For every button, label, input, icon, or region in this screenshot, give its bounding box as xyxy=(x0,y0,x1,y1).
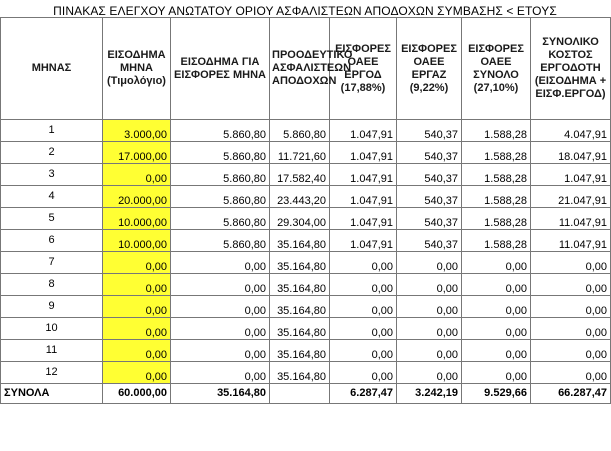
totals-row xyxy=(1,384,611,404)
cell-income-for-contributions: 5.860,80 xyxy=(171,120,270,142)
header-employer-contributions: ΕΙΣΦΟΡΕΣ ΟΑΕΕ ΕΡΓΟΔ (17,88%) xyxy=(330,18,397,120)
cell-total-contributions: 1.588,28 xyxy=(462,186,531,208)
cell-monthly-income[interactable]: 10.000,00 xyxy=(103,208,171,230)
cell-month: 2 xyxy=(1,142,103,164)
cell-total-contributions: 0,00 xyxy=(462,274,531,296)
cell-income-for-contributions: 5.860,80 xyxy=(171,230,270,252)
cell-total-contributions: 1.588,28 xyxy=(462,142,531,164)
cell-employer-contributions: 1.047,91 xyxy=(330,208,397,230)
cell-employer-contributions: 1.047,91 xyxy=(330,164,397,186)
cell-income-for-contributions: 0,00 xyxy=(171,340,270,362)
totals-label: ΣΥΝΟΛΑ xyxy=(1,384,103,404)
cell-cumulative-insured-earnings: 35.164,80 xyxy=(270,274,330,296)
totals-employee-contributions: 3.242,19 xyxy=(397,384,462,404)
totals-cumulative xyxy=(270,384,330,404)
cell-employer-contributions: 0,00 xyxy=(330,318,397,340)
cell-total-contributions: 1.588,28 xyxy=(462,120,531,142)
cell-month: 12 xyxy=(1,362,103,384)
table-row xyxy=(1,186,611,208)
cell-employee-contributions: 540,37 xyxy=(397,230,462,252)
cell-employer-contributions: 1.047,91 xyxy=(330,120,397,142)
cell-month: 6 xyxy=(1,230,103,252)
cell-employer-contributions: 0,00 xyxy=(330,274,397,296)
cell-monthly-income[interactable]: 0,00 xyxy=(103,252,171,274)
cell-income-for-contributions: 0,00 xyxy=(171,296,270,318)
cell-month: 5 xyxy=(1,208,103,230)
cell-monthly-income[interactable]: 10.000,00 xyxy=(103,230,171,252)
cell-employee-contributions: 0,00 xyxy=(397,252,462,274)
cell-monthly-income[interactable]: 0,00 xyxy=(103,164,171,186)
cell-cumulative-insured-earnings: 35.164,80 xyxy=(270,230,330,252)
cell-cumulative-insured-earnings: 35.164,80 xyxy=(270,296,330,318)
cell-employee-contributions: 0,00 xyxy=(397,362,462,384)
cell-month: 8 xyxy=(1,274,103,296)
header-cumulative-insured-earnings: ΠΡΟΟΔΕΥΤΙΚΟ ΑΣΦΑΛΙΣΤΕΩΝ ΑΠΟΔΟΧΩΝ xyxy=(270,18,330,120)
cell-employer-contributions: 0,00 xyxy=(330,252,397,274)
cell-total-contributions: 1.588,28 xyxy=(462,208,531,230)
header-total-employer-cost: ΣΥΝΟΛΙΚΟ ΚΟΣΤΟΣ ΕΡΓΟΔΟΤΗ (ΕΙΣΟΔΗΜΑ + ΕΙΣΦ.ΕΡΓΟΔ) xyxy=(531,18,611,120)
cell-income-for-contributions: 0,00 xyxy=(171,252,270,274)
table-row xyxy=(1,296,611,318)
table-row xyxy=(1,318,611,340)
cell-total-contributions: 1.588,28 xyxy=(462,230,531,252)
cell-monthly-income[interactable]: 17.000,00 xyxy=(103,142,171,164)
cell-total-contributions: 1.588,28 xyxy=(462,164,531,186)
table-row xyxy=(1,164,611,186)
contributions-table xyxy=(0,17,611,404)
cell-cumulative-insured-earnings: 23.443,20 xyxy=(270,186,330,208)
cell-month: 11 xyxy=(1,340,103,362)
cell-employer-contributions: 0,00 xyxy=(330,340,397,362)
cell-employee-contributions: 540,37 xyxy=(397,208,462,230)
cell-total-contributions: 0,00 xyxy=(462,362,531,384)
cell-employee-contributions: 540,37 xyxy=(397,164,462,186)
table-row xyxy=(1,208,611,230)
cell-monthly-income[interactable]: 0,00 xyxy=(103,340,171,362)
cell-cumulative-insured-earnings: 35.164,80 xyxy=(270,362,330,384)
cell-income-for-contributions: 0,00 xyxy=(171,274,270,296)
table-row xyxy=(1,142,611,164)
cell-employer-contributions: 0,00 xyxy=(330,362,397,384)
cell-employee-contributions: 0,00 xyxy=(397,318,462,340)
cell-total-employer-cost: 0,00 xyxy=(531,340,611,362)
cell-cumulative-insured-earnings: 11.721,60 xyxy=(270,142,330,164)
cell-monthly-income[interactable]: 20.000,00 xyxy=(103,186,171,208)
cell-income-for-contributions: 5.860,80 xyxy=(171,142,270,164)
cell-month: 10 xyxy=(1,318,103,340)
header-row xyxy=(1,18,611,120)
cell-cumulative-insured-earnings: 17.582,40 xyxy=(270,164,330,186)
cell-income-for-contributions: 5.860,80 xyxy=(171,208,270,230)
cell-cumulative-insured-earnings: 5.860,80 xyxy=(270,120,330,142)
totals-employer-contributions: 6.287,47 xyxy=(330,384,397,404)
totals-income-for-contributions: 35.164,80 xyxy=(171,384,270,404)
cell-month: 9 xyxy=(1,296,103,318)
cell-total-employer-cost: 0,00 xyxy=(531,362,611,384)
cell-income-for-contributions: 0,00 xyxy=(171,362,270,384)
cell-total-employer-cost: 11.047,91 xyxy=(531,230,611,252)
cell-income-for-contributions: 5.860,80 xyxy=(171,164,270,186)
cell-employee-contributions: 540,37 xyxy=(397,120,462,142)
cell-employee-contributions: 0,00 xyxy=(397,340,462,362)
cell-total-contributions: 0,00 xyxy=(462,340,531,362)
cell-employer-contributions: 1.047,91 xyxy=(330,230,397,252)
cell-total-employer-cost: 0,00 xyxy=(531,274,611,296)
cell-cumulative-insured-earnings: 29.304,00 xyxy=(270,208,330,230)
cell-month: 7 xyxy=(1,252,103,274)
cell-total-employer-cost: 0,00 xyxy=(531,318,611,340)
cell-monthly-income[interactable]: 0,00 xyxy=(103,318,171,340)
header-total-contributions: ΕΙΣΦΟΡΕΣ ΟΑΕΕ ΣΥΝΟΛΟ (27,10%) xyxy=(462,18,531,120)
table-row xyxy=(1,362,611,384)
table-row xyxy=(1,274,611,296)
totals-monthly-income: 60.000,00 xyxy=(103,384,171,404)
cell-monthly-income[interactable]: 3.000,00 xyxy=(103,120,171,142)
cell-cumulative-insured-earnings: 35.164,80 xyxy=(270,340,330,362)
header-month: ΜΗΝΑΣ xyxy=(1,18,103,120)
cell-monthly-income[interactable]: 0,00 xyxy=(103,362,171,384)
page-title: ΠΙΝΑΚΑΣ ΕΛΕΓΧΟΥ ΑΝΩΤΑΤΟΥ ΟΡΙΟΥ ΑΣΦΑΛΙΣΤΕΩΝ ΑΠΟΔΟΧΩΝ ΣΥΜΒΑΣΗΣ < ΕΤΟΥΣ xyxy=(53,4,557,18)
cell-total-employer-cost: 4.047,91 xyxy=(531,120,611,142)
cell-total-employer-cost: 0,00 xyxy=(531,296,611,318)
table-row xyxy=(1,340,611,362)
table-row xyxy=(1,252,611,274)
table-row xyxy=(1,230,611,252)
cell-employer-contributions: 1.047,91 xyxy=(330,186,397,208)
cell-income-for-contributions: 0,00 xyxy=(171,318,270,340)
cell-total-employer-cost: 1.047,91 xyxy=(531,164,611,186)
table-row xyxy=(1,120,611,142)
totals-total-contributions: 9.529,66 xyxy=(462,384,531,404)
cell-employee-contributions: 0,00 xyxy=(397,274,462,296)
cell-total-employer-cost: 11.047,91 xyxy=(531,208,611,230)
cell-month: 3 xyxy=(1,164,103,186)
cell-total-contributions: 0,00 xyxy=(462,296,531,318)
cell-employer-contributions: 0,00 xyxy=(330,296,397,318)
cell-employee-contributions: 540,37 xyxy=(397,186,462,208)
cell-total-employer-cost: 0,00 xyxy=(531,252,611,274)
header-employee-contributions: ΕΙΣΦΟΡΕΣ ΟΑΕΕ ΕΡΓΑΖ (9,22%) xyxy=(397,18,462,120)
cell-cumulative-insured-earnings: 35.164,80 xyxy=(270,318,330,340)
cell-total-employer-cost: 18.047,91 xyxy=(531,142,611,164)
header-monthly-income: ΕΙΣΟΔΗΜΑ ΜΗΝΑ (Τιμολόγιο) xyxy=(103,18,171,120)
cell-employee-contributions: 540,37 xyxy=(397,142,462,164)
cell-cumulative-insured-earnings: 35.164,80 xyxy=(270,252,330,274)
cell-monthly-income[interactable]: 0,00 xyxy=(103,274,171,296)
cell-monthly-income[interactable]: 0,00 xyxy=(103,296,171,318)
cell-month: 1 xyxy=(1,120,103,142)
header-income-for-contributions: ΕΙΣΟΔΗΜΑ ΓΙΑ ΕΙΣΦΟΡΕΣ ΜΗΝΑ xyxy=(171,18,270,120)
cell-income-for-contributions: 5.860,80 xyxy=(171,186,270,208)
cell-total-employer-cost: 21.047,91 xyxy=(531,186,611,208)
cell-month: 4 xyxy=(1,186,103,208)
cell-employee-contributions: 0,00 xyxy=(397,296,462,318)
cell-total-contributions: 0,00 xyxy=(462,318,531,340)
cell-total-contributions: 0,00 xyxy=(462,252,531,274)
cell-employer-contributions: 1.047,91 xyxy=(330,142,397,164)
totals-employer-cost: 66.287,47 xyxy=(531,384,611,404)
